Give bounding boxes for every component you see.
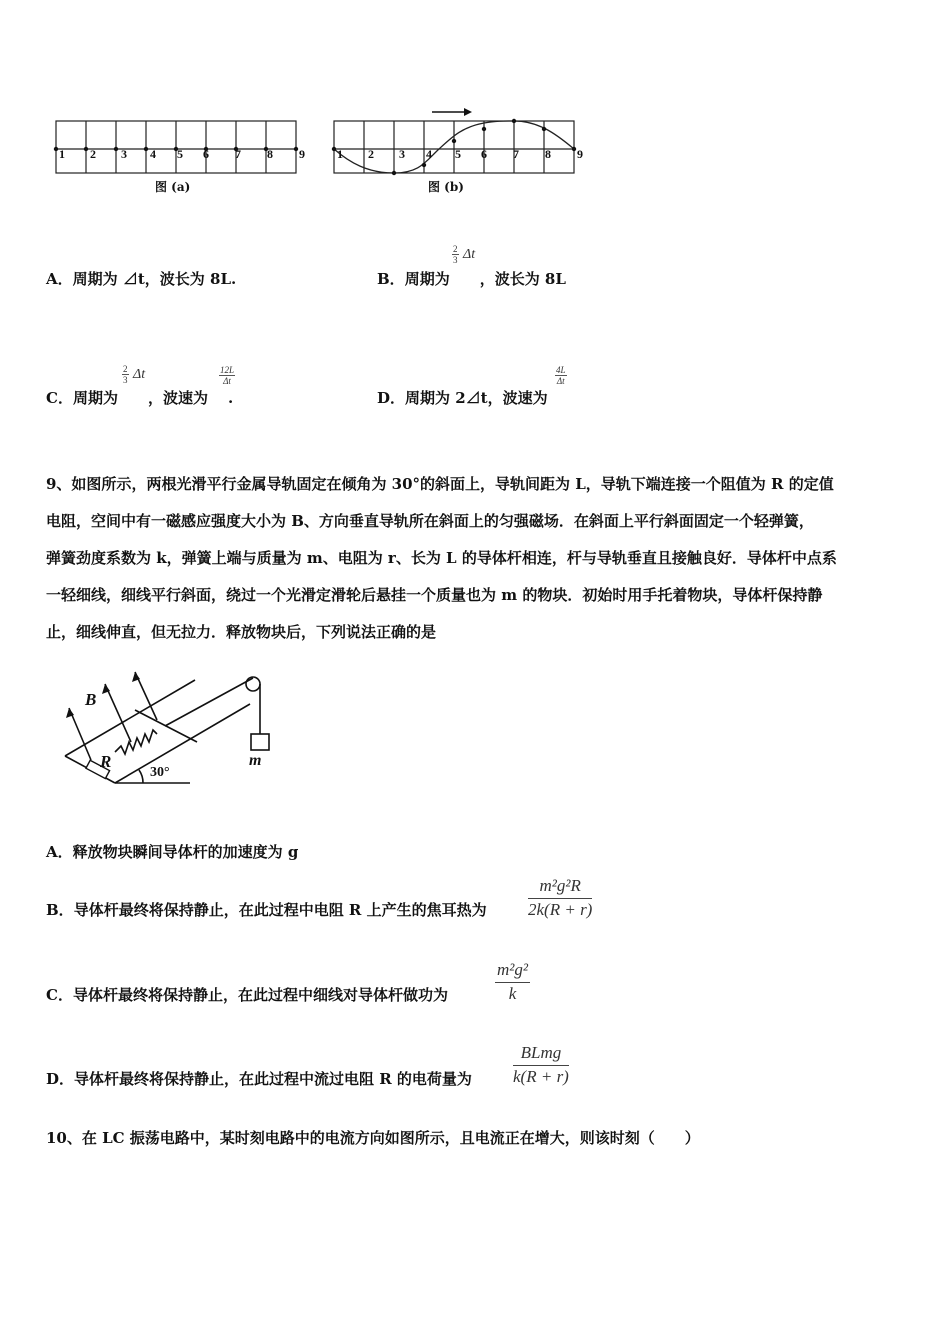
q9-option-d (46, 1068, 472, 1089)
q9-option-b (46, 899, 487, 920)
label-b-7: 7 (513, 147, 519, 161)
option-text-after: . (227, 389, 234, 407)
option-text: 导体杆最终将保持静止，在此过程中细线对导体杆做功为 (72, 986, 448, 1004)
label-b-6: 6 (481, 147, 487, 161)
figure-label-m: m (249, 752, 262, 769)
option-letter: B． (46, 901, 74, 919)
q9-stem (46, 466, 908, 651)
q8-c-delta-t: Δt (133, 367, 146, 382)
option-letter: C． (46, 389, 73, 407)
q9-stem-line: 9、如图所示，两根光滑平行金属导轨固定在倾角为 30°的斜面上，导轨间距为 L，导轨下端连接一个阻值为 R 的定值 (46, 475, 834, 493)
q9-option-c (46, 984, 448, 1005)
figure-label-b: B (85, 690, 97, 709)
q10-stem: 10、在 LC 振荡电路中，某时刻电路中的电流方向如图所示，且电流正在增大，则该时刻（ ） (46, 1129, 700, 1147)
q9-c-fraction: $\frac{\text{m²g²}}{k}$ (497, 960, 528, 1003)
label-b-9: 9 (577, 147, 583, 161)
label-a-4: 4 (150, 147, 156, 161)
q9-b-fraction: $\frac{\text{m²g²R}}{2k(R + r)}$ (528, 876, 593, 919)
option-text: 释放物块瞬间导体杆的加速度为 g (72, 843, 299, 861)
q8-c-speed-fraction: $\frac{12L}{\Delta t}$ (220, 365, 235, 386)
q8-c-period-fraction: $\frac{2}{3}$ (123, 364, 128, 385)
label-b-1: 1 (337, 147, 343, 161)
label-b-2: 2 (368, 147, 374, 161)
q8-option-b (377, 268, 566, 289)
option-text: 周期为 (404, 270, 450, 288)
label-a-2: 2 (90, 147, 96, 161)
q8-option-d (377, 387, 548, 408)
wave-a-point-labels (50, 147, 310, 163)
option-text: 周期为 ⊿t，波长为 8L. (72, 270, 237, 288)
q8-option-a (46, 268, 236, 289)
q9-option-a (46, 841, 298, 862)
label-a-6: 6 (203, 147, 209, 161)
propagation-arrow-icon (432, 108, 472, 116)
option-text: 周期为 (72, 389, 118, 407)
label-a-9: 9 (299, 147, 305, 161)
q9-stem-line: 一轻细线，细线平行斜面，绕过一个光滑定滑轮后悬挂一个质量也为 m 的物块．初始时用手托着物块，导体杆保持静 (46, 586, 823, 604)
option-letter: D． (377, 389, 406, 407)
wave-b-point-labels (328, 147, 588, 163)
q8-b-delta-t: Δt (463, 247, 476, 262)
q8-b-period-fraction: $\frac{2}{3}$ (453, 244, 458, 265)
figure-a-caption: 图 (a) (155, 180, 191, 194)
q8-d-speed-fraction: $\frac{4L}{\Delta t}$ (556, 365, 566, 386)
label-b-4: 4 (426, 147, 432, 161)
figure-b-caption: 图 (b) (428, 180, 464, 194)
option-text-mid: ，波速为 (147, 389, 208, 407)
label-a-1: 1 (59, 147, 65, 161)
label-a-8: 8 (267, 147, 273, 161)
q9-stem-line: 弹簧劲度系数为 k，弹簧上端与质量为 m、电阻为 r、长为 L 的导体杆相连，杆与导轨垂直且接触良好．导体杆中点系 (46, 549, 837, 567)
option-letter: B． (377, 270, 405, 288)
label-a-7: 7 (235, 147, 241, 161)
option-text-after: ，波长为 8L (479, 270, 566, 288)
label-a-3: 3 (121, 147, 127, 161)
q9-d-fraction: BLmg k(R + r) (513, 1043, 569, 1086)
label-b-5: 5 (455, 147, 461, 161)
option-letter: A． (46, 843, 73, 861)
label-b-3: 3 (399, 147, 405, 161)
option-letter: C． (46, 986, 73, 1004)
option-letter: D． (46, 1070, 75, 1088)
label-b-8: 8 (545, 147, 551, 161)
figure-label-angle: 30° (150, 765, 170, 780)
option-text: 导体杆最终将保持静止，在此过程中电阻 R 上产生的焦耳热为 (73, 901, 487, 919)
label-a-5: 5 (177, 147, 183, 161)
figure-label-r: R (100, 752, 112, 771)
q8-option-c (46, 387, 233, 408)
option-letter: A． (46, 270, 73, 288)
option-text: 导体杆最终将保持静止，在此过程中流过电阻 R 的电荷量为 (74, 1070, 472, 1088)
option-text: 周期为 2⊿t，波速为 (405, 389, 548, 407)
q9-stem-line: 电阻，空间中有一磁感应强度大小为 B、方向垂直导轨所在斜面上的匀强磁场．在斜面上平行斜面固定一个轻弹簧， (46, 512, 814, 530)
q9-incline-figure (55, 670, 285, 795)
q9-stem-line: 止，细线伸直，但无拉力．释放物块后，下列说法正确的是 (46, 623, 437, 641)
